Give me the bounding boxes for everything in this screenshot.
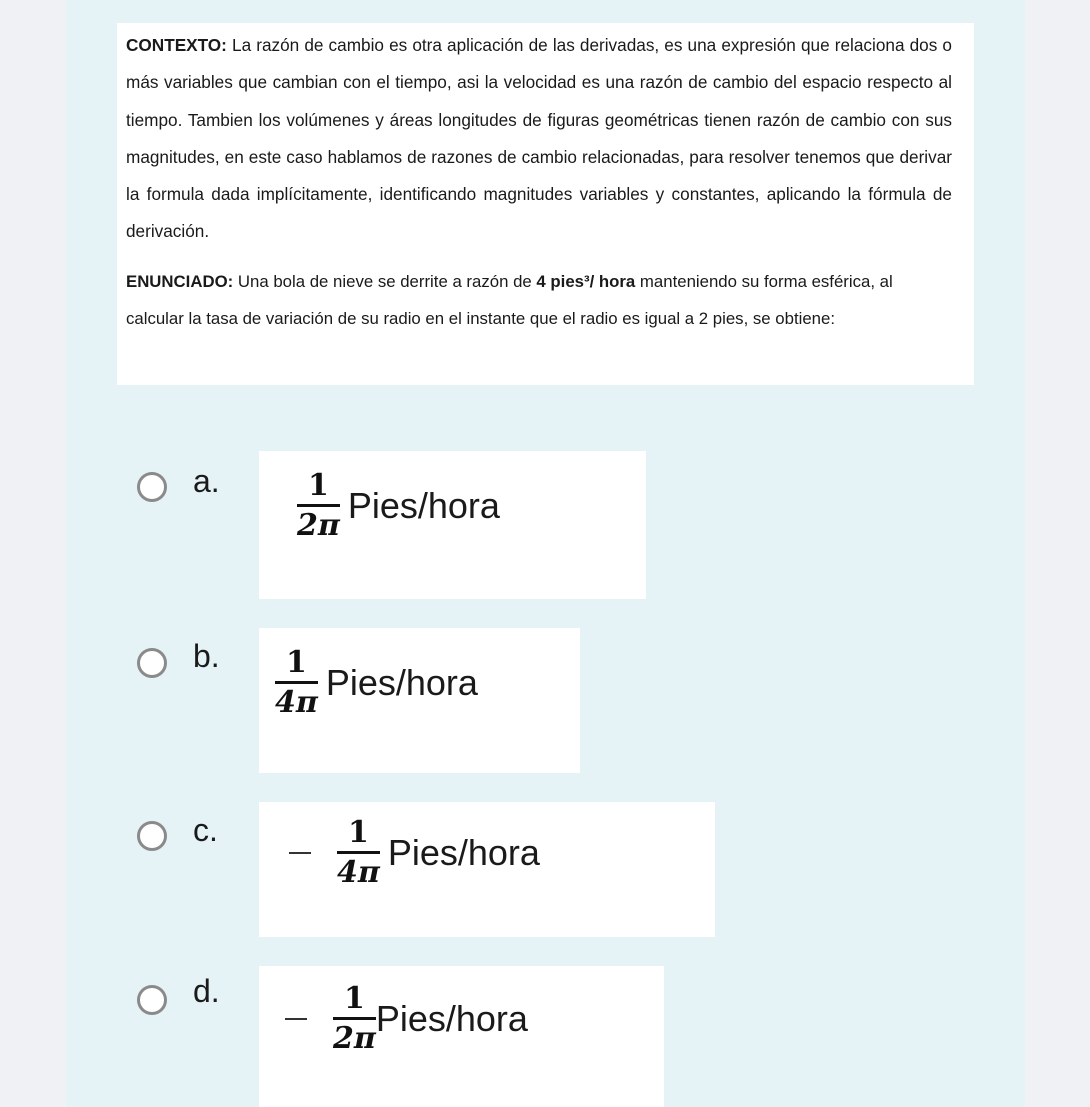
option-formula-a <box>297 468 500 543</box>
denominator-b: 4π <box>275 684 318 720</box>
option-formula-d <box>285 981 528 1056</box>
context-label: CONTEXTO: <box>126 35 227 55</box>
option-formula-b <box>275 645 478 720</box>
option-content-c[interactable] <box>259 802 715 937</box>
statement-body-start: Una bola de nieve se derrite a razón de <box>233 272 537 291</box>
radio-button-c[interactable] <box>137 821 167 851</box>
unit-a: Pies/hora <box>347 484 500 526</box>
fraction-a <box>297 468 340 543</box>
numerator-c: 1 <box>347 815 369 850</box>
option-formula-c <box>289 815 540 890</box>
denominator-d: 2π <box>333 1020 376 1056</box>
statement-label: ENUNCIADO: <box>126 272 234 291</box>
numerator-b: 1 <box>285 645 307 680</box>
fraction-d <box>333 981 376 1056</box>
option-letter-a: a. <box>193 463 220 499</box>
numerator-a: 1 <box>307 468 329 503</box>
option-letter-b: b. <box>193 638 220 674</box>
option-letter-d: d. <box>193 973 220 1009</box>
numerator-d: 1 <box>343 981 365 1016</box>
statement-rate: 4 pies³/ hora <box>536 272 636 291</box>
context-body: La razón de cambio es otra aplicación de las derivadas, es una expresión que relaciona dos o más variables que cambian con el tiempo, asi la velocidad es una razón de cambio del espacio respecto al tiempo. Tambien los volúmenes y áreas longitudes de figuras geométricas tienen razón de cambio con sus magnitudes, en este caso hablamos de razones de cambio relacionadas, para resolver tenemos que derivar la formula dada implícitamente, identificando magnitudes variables y constantes, aplicando la fórmula de derivación. <box>126 35 952 242</box>
radio-button-b[interactable] <box>137 648 167 678</box>
statement-body-end: manteniendo su forma esférica, al calcular la tasa de variación de su radio en el instante que el radio es igual a 2 pies, se obtiene: <box>126 272 893 329</box>
question-text-box <box>117 23 974 385</box>
minus-sign-c <box>289 852 311 854</box>
denominator-c: 4π <box>337 854 380 890</box>
context-paragraph <box>126 27 952 251</box>
option-content-a[interactable] <box>259 451 646 599</box>
minus-sign-d <box>285 1018 307 1020</box>
denominator-a: 2π <box>297 507 340 543</box>
statement-paragraph <box>126 263 952 338</box>
option-letter-c: c. <box>193 812 218 848</box>
option-content-d[interactable] <box>259 966 664 1107</box>
unit-c: Pies/hora <box>387 831 540 873</box>
fraction-c <box>337 815 380 890</box>
unit-b: Pies/hora <box>325 661 478 703</box>
radio-button-a[interactable] <box>137 472 167 502</box>
radio-button-d[interactable] <box>137 985 167 1015</box>
fraction-b <box>275 645 318 720</box>
option-content-b[interactable] <box>259 628 580 773</box>
unit-d: Pies/hora <box>375 997 528 1039</box>
